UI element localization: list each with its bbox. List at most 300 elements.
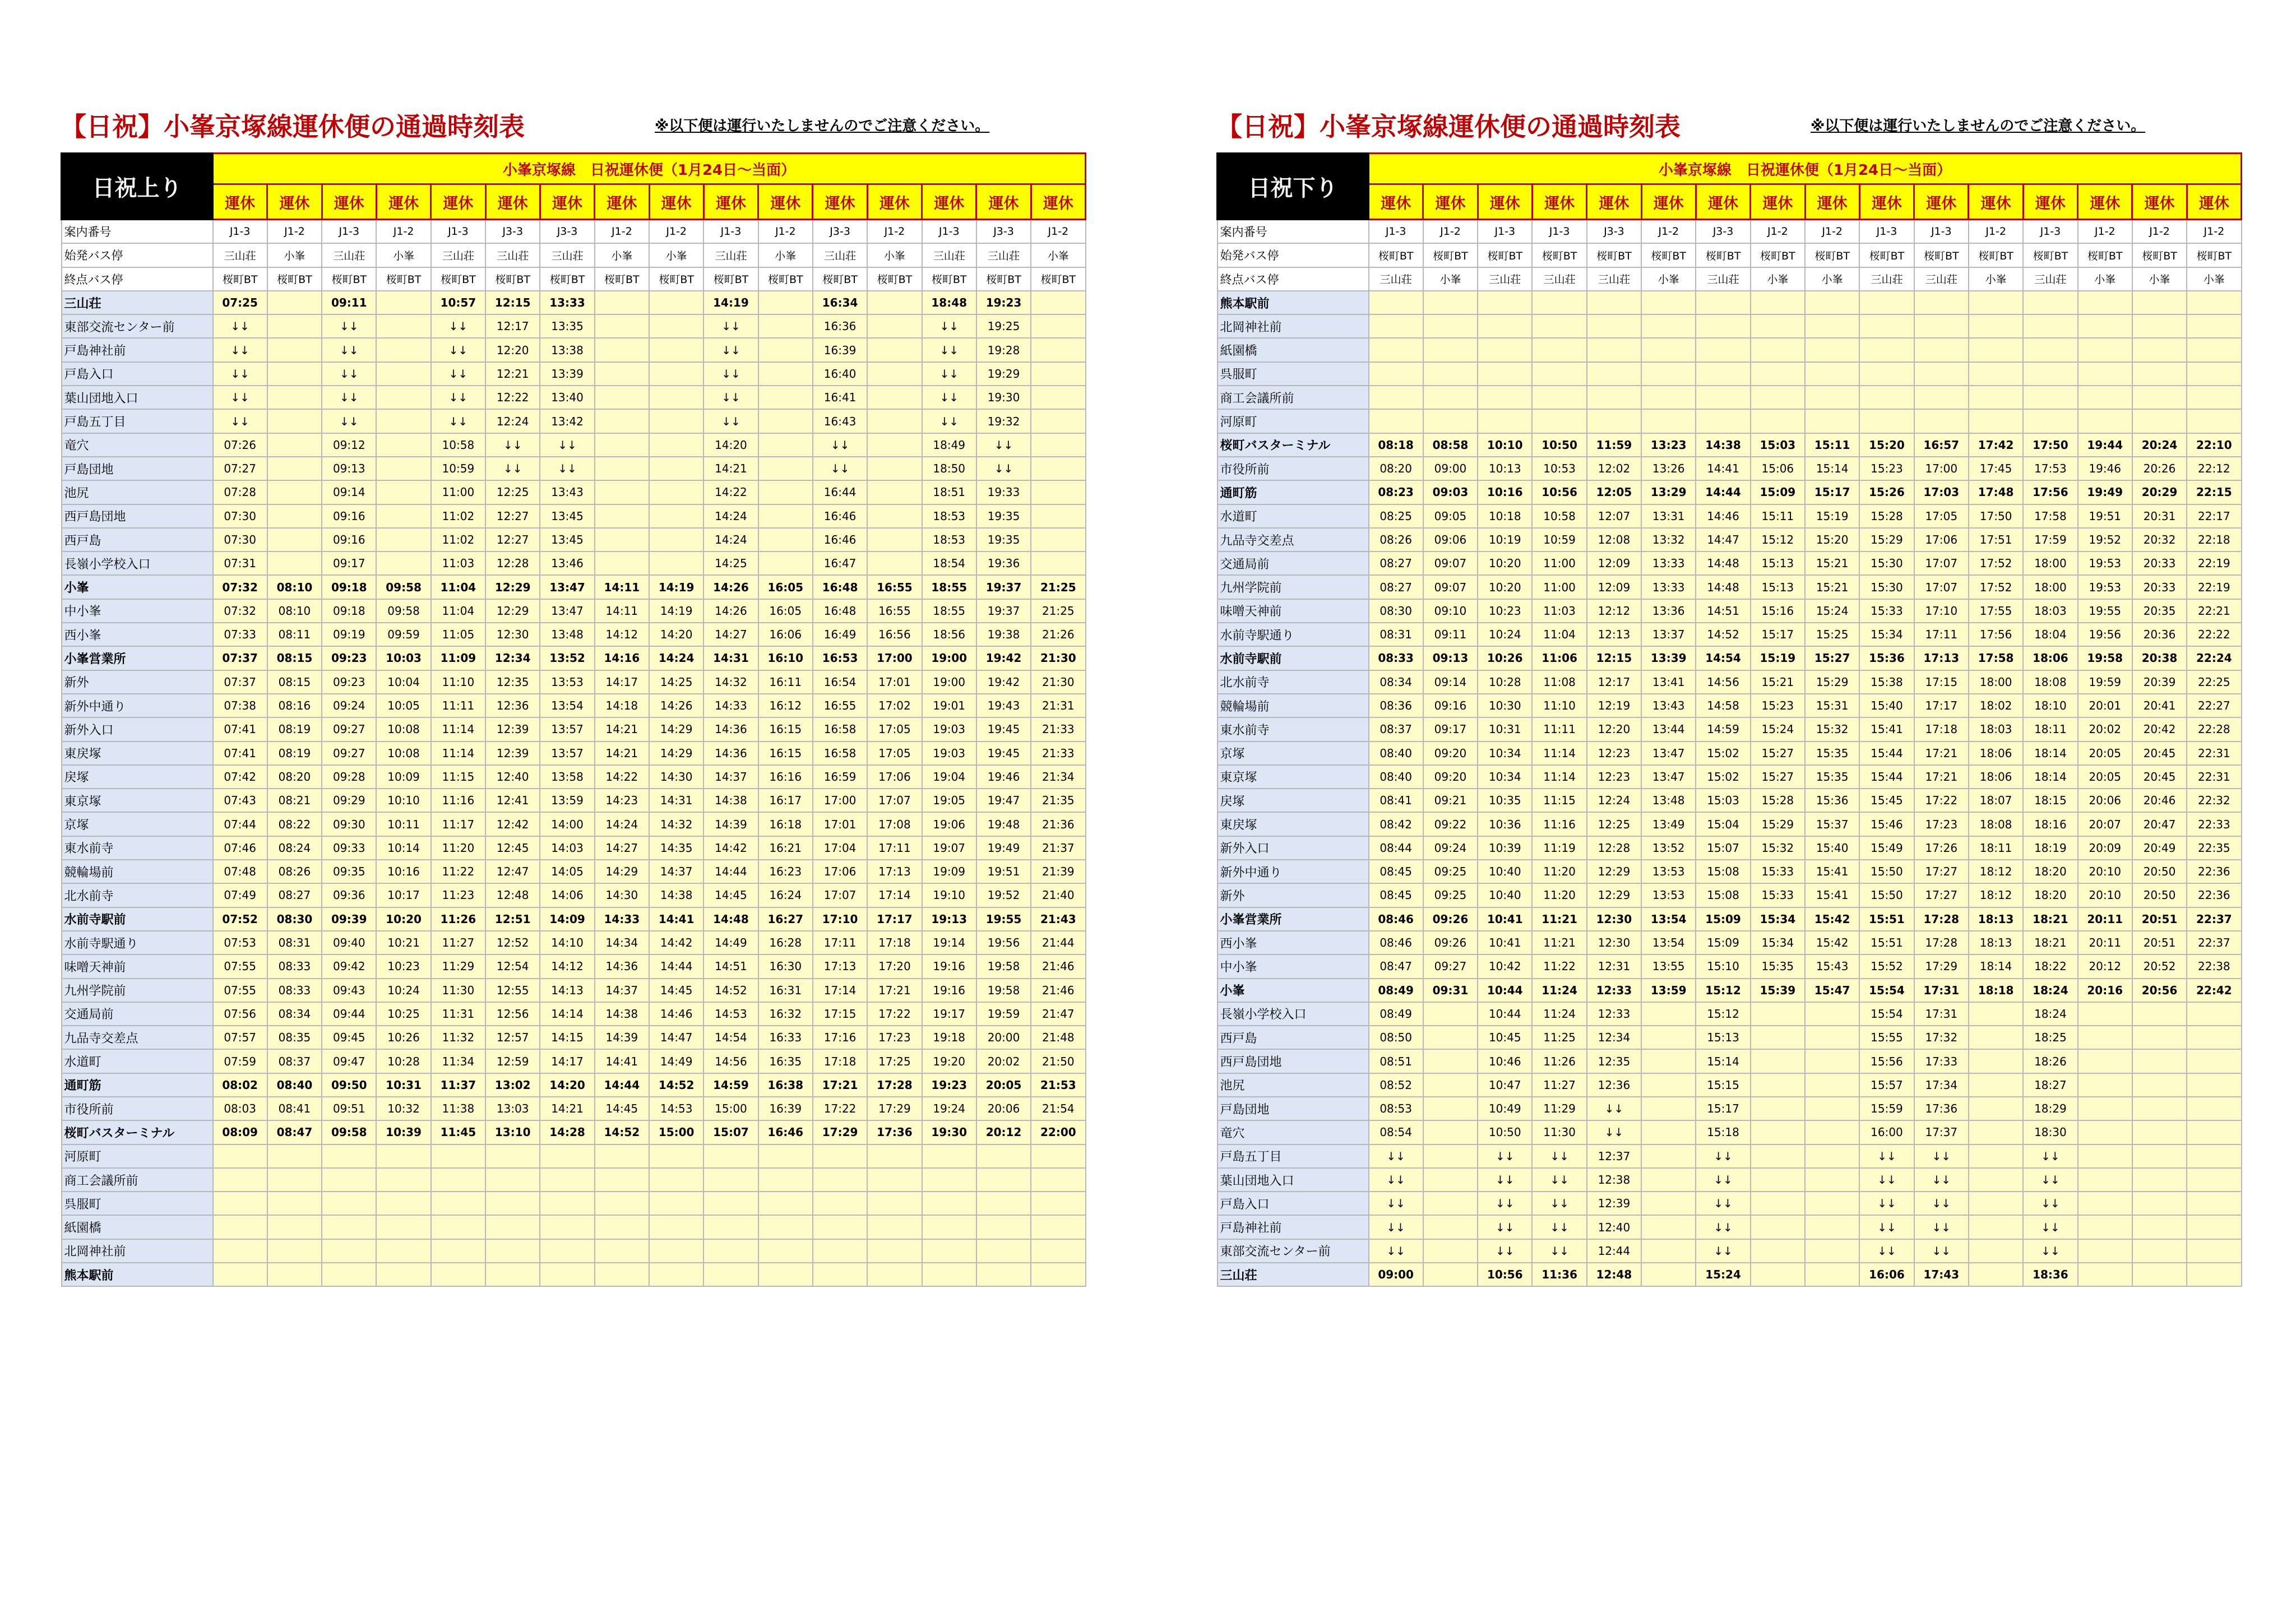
stop-name: 新外: [62, 670, 213, 694]
time-cell: [649, 504, 703, 528]
time-cell: 20:56: [2132, 979, 2187, 1002]
time-cell: 10:10: [376, 789, 430, 812]
time-cell: 16:39: [813, 338, 867, 362]
time-cell: 13:54: [1641, 931, 1696, 954]
suspend-label: 運休: [1587, 184, 1641, 220]
time-cell: 15:29: [1751, 812, 1805, 836]
time-cell: ↓↓: [1859, 1144, 1914, 1168]
time-cell: 14:30: [595, 883, 649, 907]
time-cell: 18:22: [2023, 954, 2077, 978]
table-row: [62, 883, 1086, 907]
time-cell: 14:42: [649, 931, 703, 954]
time-cell: 17:22: [867, 1002, 922, 1026]
time-cell: 13:33: [1641, 575, 1696, 599]
time-cell: 17:06: [813, 860, 867, 883]
time-cell: 07:55: [213, 979, 267, 1002]
time-cell: 10:10: [1478, 433, 1532, 457]
time-cell: [703, 1239, 758, 1263]
time-cell: 07:37: [213, 670, 267, 694]
time-cell: 12:57: [485, 1026, 540, 1049]
time-cell: 19:20: [922, 1049, 976, 1073]
terminus-cell: 桜町BT: [540, 267, 594, 291]
time-cell: 17:22: [813, 1097, 867, 1120]
time-cell: 12:20: [485, 338, 540, 362]
time-cell: 14:47: [1696, 528, 1750, 552]
time-cell: 10:58: [431, 433, 485, 457]
time-cell: 17:11: [867, 836, 922, 860]
time-cell: 11:30: [1532, 1120, 1586, 1144]
time-cell: 15:14: [1696, 1049, 1750, 1073]
time-cell: 08:10: [267, 575, 322, 599]
time-cell: [1423, 291, 1478, 314]
time-cell: 18:30: [2023, 1120, 2077, 1144]
time-cell: 15:55: [1859, 1026, 1914, 1049]
time-cell: 14:24: [649, 646, 703, 670]
time-cell: 17:29: [867, 1097, 922, 1120]
time-cell: [1914, 291, 1969, 314]
time-cell: 14:10: [540, 931, 594, 954]
number-cell: J1-2: [1031, 220, 1085, 244]
time-cell: [267, 291, 322, 314]
time-cell: 15:03: [1751, 433, 1805, 457]
time-cell: 21:33: [1031, 717, 1085, 741]
time-cell: 13:47: [1641, 742, 1696, 765]
stop-name: 水前寺駅通り: [62, 931, 213, 954]
time-cell: 09:27: [322, 717, 376, 741]
time-cell: 08:44: [1369, 836, 1423, 860]
time-cell: [376, 291, 430, 314]
time-cell: [1751, 1168, 1805, 1192]
time-cell: 11:02: [431, 528, 485, 552]
time-cell: 15:41: [1859, 717, 1914, 741]
time-cell: 20:35: [2132, 599, 2187, 623]
time-cell: [213, 1144, 267, 1168]
time-cell: [2187, 314, 2241, 338]
suspend-label: 運休: [649, 184, 703, 220]
table-row: [1218, 362, 2242, 386]
time-cell: [1641, 386, 1696, 409]
time-cell: 17:05: [1914, 504, 1969, 528]
table-row: [1218, 717, 2242, 741]
time-cell: 08:35: [267, 1026, 322, 1049]
time-cell: 21:48: [1031, 1026, 1085, 1049]
time-cell: [1969, 291, 2023, 314]
time-cell: 08:02: [213, 1073, 267, 1097]
time-cell: 14:20: [649, 623, 703, 646]
time-cell: 11:29: [431, 954, 485, 978]
table-row: [1218, 314, 2242, 338]
number-cell: J3-3: [1587, 220, 1641, 244]
time-cell: 17:48: [1969, 480, 2023, 504]
time-cell: 07:42: [213, 765, 267, 789]
time-cell: 13:48: [1641, 789, 1696, 812]
time-cell: [595, 1144, 649, 1168]
time-cell: 10:36: [1478, 812, 1532, 836]
time-cell: 14:51: [703, 954, 758, 978]
time-cell: 12:29: [1587, 860, 1641, 883]
terminus-label: 終点バス停: [62, 267, 213, 291]
time-cell: 11:02: [431, 504, 485, 528]
time-cell: 11:11: [1532, 717, 1586, 741]
time-cell: 13:36: [1641, 599, 1696, 623]
time-cell: 14:36: [595, 954, 649, 978]
time-cell: 11:25: [1532, 1026, 1586, 1049]
time-cell: 14:38: [649, 883, 703, 907]
time-cell: [1805, 1263, 1859, 1286]
time-cell: ↓↓: [1478, 1239, 1532, 1263]
time-cell: 16:17: [758, 789, 813, 812]
suspend-label: 運休: [1696, 184, 1750, 220]
time-cell: 15:41: [1805, 860, 1859, 883]
time-cell: [2187, 1215, 2241, 1239]
time-cell: 16:53: [813, 646, 867, 670]
time-cell: 09:59: [376, 623, 430, 646]
stop-name: 九品寺交差点: [62, 1026, 213, 1049]
time-cell: [595, 291, 649, 314]
time-cell: 14:09: [540, 907, 594, 931]
stop-name: 九州学院前: [1218, 575, 1369, 599]
time-cell: [1805, 1215, 1859, 1239]
time-cell: 08:33: [267, 979, 322, 1002]
suspend-label: 運休: [431, 184, 485, 220]
time-cell: 10:04: [376, 670, 430, 694]
time-cell: [1751, 1215, 1805, 1239]
time-cell: 21:25: [1031, 575, 1085, 599]
time-cell: 08:19: [267, 717, 322, 741]
time-cell: [2023, 314, 2077, 338]
time-cell: 11:14: [431, 717, 485, 741]
time-cell: [976, 1144, 1031, 1168]
time-cell: ↓↓: [485, 433, 540, 457]
time-cell: 13:47: [540, 599, 594, 623]
suspend-label: 運休: [2187, 184, 2241, 220]
time-cell: 08:34: [1369, 670, 1423, 694]
time-cell: [1031, 504, 1085, 528]
origin-row: [62, 243, 1086, 267]
time-cell: [1859, 314, 1914, 338]
time-cell: 14:29: [649, 717, 703, 741]
time-cell: 19:33: [976, 480, 1031, 504]
time-cell: [1423, 338, 1478, 362]
time-cell: 19:43: [976, 694, 1031, 717]
origin-cell: 三山荘: [213, 243, 267, 267]
time-cell: 15:41: [1805, 883, 1859, 907]
time-cell: 12:29: [1587, 883, 1641, 907]
time-cell: 17:10: [1914, 599, 1969, 623]
time-cell: 14:38: [703, 789, 758, 812]
table-row: [62, 931, 1086, 954]
time-cell: 12:39: [485, 742, 540, 765]
time-cell: 17:59: [2023, 528, 2077, 552]
time-cell: [1805, 1168, 1859, 1192]
time-cell: 18:14: [2023, 742, 2077, 765]
table-row: [1218, 623, 2242, 646]
table-row: [62, 1026, 1086, 1049]
time-cell: 09:25: [1423, 883, 1478, 907]
terminus-cell: 桜町BT: [485, 267, 540, 291]
time-cell: 14:45: [595, 1097, 649, 1120]
time-cell: 16:10: [758, 646, 813, 670]
time-cell: [1587, 409, 1641, 433]
time-cell: 10:13: [1478, 457, 1532, 480]
time-cell: [758, 291, 813, 314]
table-row: [1218, 457, 2242, 480]
time-cell: 14:51: [1696, 599, 1750, 623]
time-cell: 12:13: [1587, 623, 1641, 646]
terminus-cell: 桜町BT: [267, 267, 322, 291]
time-cell: 20:01: [2078, 694, 2132, 717]
stop-name: 葉山団地入口: [62, 386, 213, 409]
time-cell: 14:49: [649, 1049, 703, 1073]
time-cell: 18:53: [922, 528, 976, 552]
time-cell: [2023, 362, 2077, 386]
table-row: [1218, 386, 2242, 409]
time-cell: 08:33: [267, 954, 322, 978]
time-cell: [1587, 338, 1641, 362]
terminus-cell: 桜町BT: [703, 267, 758, 291]
time-cell: [2078, 314, 2132, 338]
table-row: [62, 599, 1086, 623]
origin-cell: 桜町BT: [1969, 243, 2023, 267]
time-cell: [1641, 314, 1696, 338]
timetable-down: [1216, 152, 2242, 1287]
time-cell: 17:17: [1914, 694, 1969, 717]
time-cell: 14:44: [1696, 480, 1750, 504]
terminus-cell: 三山荘: [1532, 267, 1586, 291]
suspend-label: 運休: [1423, 184, 1478, 220]
time-cell: [1423, 1168, 1478, 1192]
time-cell: [2078, 1097, 2132, 1120]
terminus-cell: 小峯: [1423, 267, 1478, 291]
time-cell: 13:45: [540, 504, 594, 528]
time-cell: [376, 528, 430, 552]
time-cell: 12:52: [485, 931, 540, 954]
table-row: [1218, 670, 2242, 694]
time-cell: 09:26: [1423, 907, 1478, 931]
table-row: [62, 433, 1086, 457]
time-cell: 15:50: [1859, 883, 1914, 907]
time-cell: 14:20: [703, 433, 758, 457]
time-cell: 09:16: [322, 504, 376, 528]
time-cell: ↓↓: [703, 386, 758, 409]
time-cell: [267, 314, 322, 338]
time-cell: [2187, 386, 2241, 409]
time-cell: 08:50: [1369, 1026, 1423, 1049]
time-cell: 11:04: [431, 575, 485, 599]
time-cell: 11:31: [431, 1002, 485, 1026]
time-cell: 10:47: [1478, 1073, 1532, 1097]
number-cell: J1-3: [1369, 220, 1423, 244]
time-cell: 08:49: [1369, 1002, 1423, 1026]
number-cell: J1-2: [1969, 220, 2023, 244]
time-cell: 15:28: [1751, 789, 1805, 812]
time-cell: 11:20: [431, 836, 485, 860]
time-cell: 07:52: [213, 907, 267, 931]
time-cell: 15:27: [1751, 765, 1805, 789]
time-cell: 20:33: [2132, 575, 2187, 599]
time-cell: 14:19: [703, 291, 758, 314]
origin-cell: 小峯: [376, 243, 430, 267]
time-cell: 15:23: [1751, 694, 1805, 717]
time-cell: 17:11: [813, 931, 867, 954]
time-cell: 15:21: [1805, 552, 1859, 575]
time-cell: 16:49: [813, 623, 867, 646]
time-cell: [1969, 1144, 2023, 1168]
time-cell: 14:48: [703, 907, 758, 931]
time-cell: [1805, 1097, 1859, 1120]
time-cell: 08:30: [1369, 599, 1423, 623]
time-cell: 18:12: [1969, 883, 2023, 907]
page-title: 【日祝】小峯京塚線運休便の通過時刻表: [61, 112, 525, 142]
stop-name: 中小峯: [1218, 954, 1369, 978]
stop-name: 西戸島: [1218, 1026, 1369, 1049]
time-cell: 10:49: [1478, 1097, 1532, 1120]
terminus-cell: 桜町BT: [431, 267, 485, 291]
time-cell: 13:33: [540, 291, 594, 314]
time-cell: [758, 480, 813, 504]
time-cell: [922, 1144, 976, 1168]
time-cell: 22:18: [2187, 528, 2241, 552]
time-cell: [1369, 291, 1423, 314]
time-cell: 13:54: [540, 694, 594, 717]
time-cell: 15:09: [1696, 931, 1750, 954]
stop-name: 新外中通り: [62, 694, 213, 717]
table-row: [1218, 931, 2242, 954]
time-cell: 20:41: [2132, 694, 2187, 717]
time-cell: 15:30: [1859, 575, 1914, 599]
time-cell: 12:40: [485, 765, 540, 789]
number-cell: J1-3: [922, 220, 976, 244]
time-cell: 12:24: [1587, 789, 1641, 812]
time-cell: 16:44: [813, 480, 867, 504]
origin-cell: 桜町BT: [2132, 243, 2187, 267]
time-cell: 14:59: [1696, 717, 1750, 741]
number-cell: J1-3: [322, 220, 376, 244]
time-cell: 12:07: [1587, 504, 1641, 528]
time-cell: 14:17: [595, 670, 649, 694]
stop-name: 三山荘: [1218, 1263, 1369, 1286]
origin-cell: 小峯: [267, 243, 322, 267]
table-row: [62, 979, 1086, 1002]
time-cell: 10:31: [1478, 717, 1532, 741]
time-cell: 14:26: [649, 694, 703, 717]
time-cell: 11:19: [1532, 836, 1586, 860]
time-cell: 08:09: [213, 1120, 267, 1144]
stop-name: 味噌天神前: [62, 954, 213, 978]
time-cell: 09:11: [322, 291, 376, 314]
time-cell: [649, 480, 703, 504]
time-cell: 16:16: [758, 765, 813, 789]
time-cell: 14:23: [595, 789, 649, 812]
suspend-label: 運休: [1532, 184, 1586, 220]
origin-cell: 桜町BT: [1423, 243, 1478, 267]
origin-cell: 桜町BT: [1587, 243, 1641, 267]
number-cell: J1-3: [1859, 220, 1914, 244]
number-cell: J1-3: [213, 220, 267, 244]
time-cell: [1423, 1049, 1478, 1073]
time-cell: 09:58: [376, 575, 430, 599]
time-cell: 13:39: [540, 362, 594, 386]
time-cell: 22:42: [2187, 979, 2241, 1002]
time-cell: [2132, 338, 2187, 362]
time-cell: 15:28: [1859, 504, 1914, 528]
time-cell: 18:13: [1969, 907, 2023, 931]
time-cell: 18:54: [922, 552, 976, 575]
time-cell: 15:49: [1859, 836, 1914, 860]
time-cell: 12:33: [1587, 979, 1641, 1002]
time-cell: 17:00: [1914, 457, 1969, 480]
time-cell: ↓↓: [1696, 1192, 1750, 1215]
time-cell: 17:18: [1914, 717, 1969, 741]
time-cell: 15:24: [1696, 1263, 1750, 1286]
table-row: [1218, 1144, 2242, 1168]
time-cell: 16:18: [758, 812, 813, 836]
time-cell: 18:55: [922, 575, 976, 599]
time-cell: [1031, 552, 1085, 575]
time-cell: 12:09: [1587, 575, 1641, 599]
time-cell: 15:39: [1751, 979, 1805, 1002]
time-cell: 15:33: [1751, 883, 1805, 907]
time-cell: 10:26: [376, 1026, 430, 1049]
time-cell: 16:15: [758, 742, 813, 765]
time-cell: [376, 552, 430, 575]
time-cell: [867, 386, 922, 409]
time-cell: [1423, 1263, 1478, 1286]
time-cell: 07:53: [213, 931, 267, 954]
time-cell: 09:50: [322, 1073, 376, 1097]
time-cell: [2187, 1026, 2241, 1049]
suspend-label: 運休: [595, 184, 649, 220]
time-cell: [758, 1239, 813, 1263]
time-cell: 12:34: [485, 646, 540, 670]
time-cell: 22:25: [2187, 670, 2241, 694]
time-cell: 15:27: [1805, 646, 1859, 670]
time-cell: 17:16: [813, 1026, 867, 1049]
time-cell: [1031, 457, 1085, 480]
time-cell: [976, 1168, 1031, 1192]
time-cell: 19:07: [922, 836, 976, 860]
terminus-cell: 三山荘: [2023, 267, 2077, 291]
time-cell: 14:36: [703, 742, 758, 765]
time-cell: 17:02: [867, 694, 922, 717]
time-cell: 12:37: [1587, 1144, 1641, 1168]
time-cell: 11:10: [1532, 694, 1586, 717]
time-cell: [1805, 1026, 1859, 1049]
table-row: [1218, 1215, 2242, 1239]
time-cell: 18:03: [2023, 599, 2077, 623]
time-cell: [922, 1192, 976, 1215]
time-cell: [1532, 362, 1586, 386]
time-cell: 19:56: [2078, 623, 2132, 646]
time-cell: 19:04: [922, 765, 976, 789]
time-cell: 12:36: [485, 694, 540, 717]
time-cell: 14:49: [703, 931, 758, 954]
stop-name: 東水前寺: [1218, 717, 1369, 741]
time-cell: 18:03: [1969, 717, 2023, 741]
time-cell: [703, 1263, 758, 1286]
time-cell: 11:21: [1532, 907, 1586, 931]
time-cell: 16:46: [758, 1120, 813, 1144]
time-cell: 17:01: [813, 812, 867, 836]
time-cell: 13:59: [1641, 979, 1696, 1002]
time-cell: 07:46: [213, 836, 267, 860]
stop-name: 新外中通り: [1218, 860, 1369, 883]
stop-name: 呉服町: [1218, 362, 1369, 386]
time-cell: [813, 1239, 867, 1263]
time-cell: 12:35: [485, 670, 540, 694]
time-cell: [431, 1168, 485, 1192]
table-row: [62, 1049, 1086, 1073]
